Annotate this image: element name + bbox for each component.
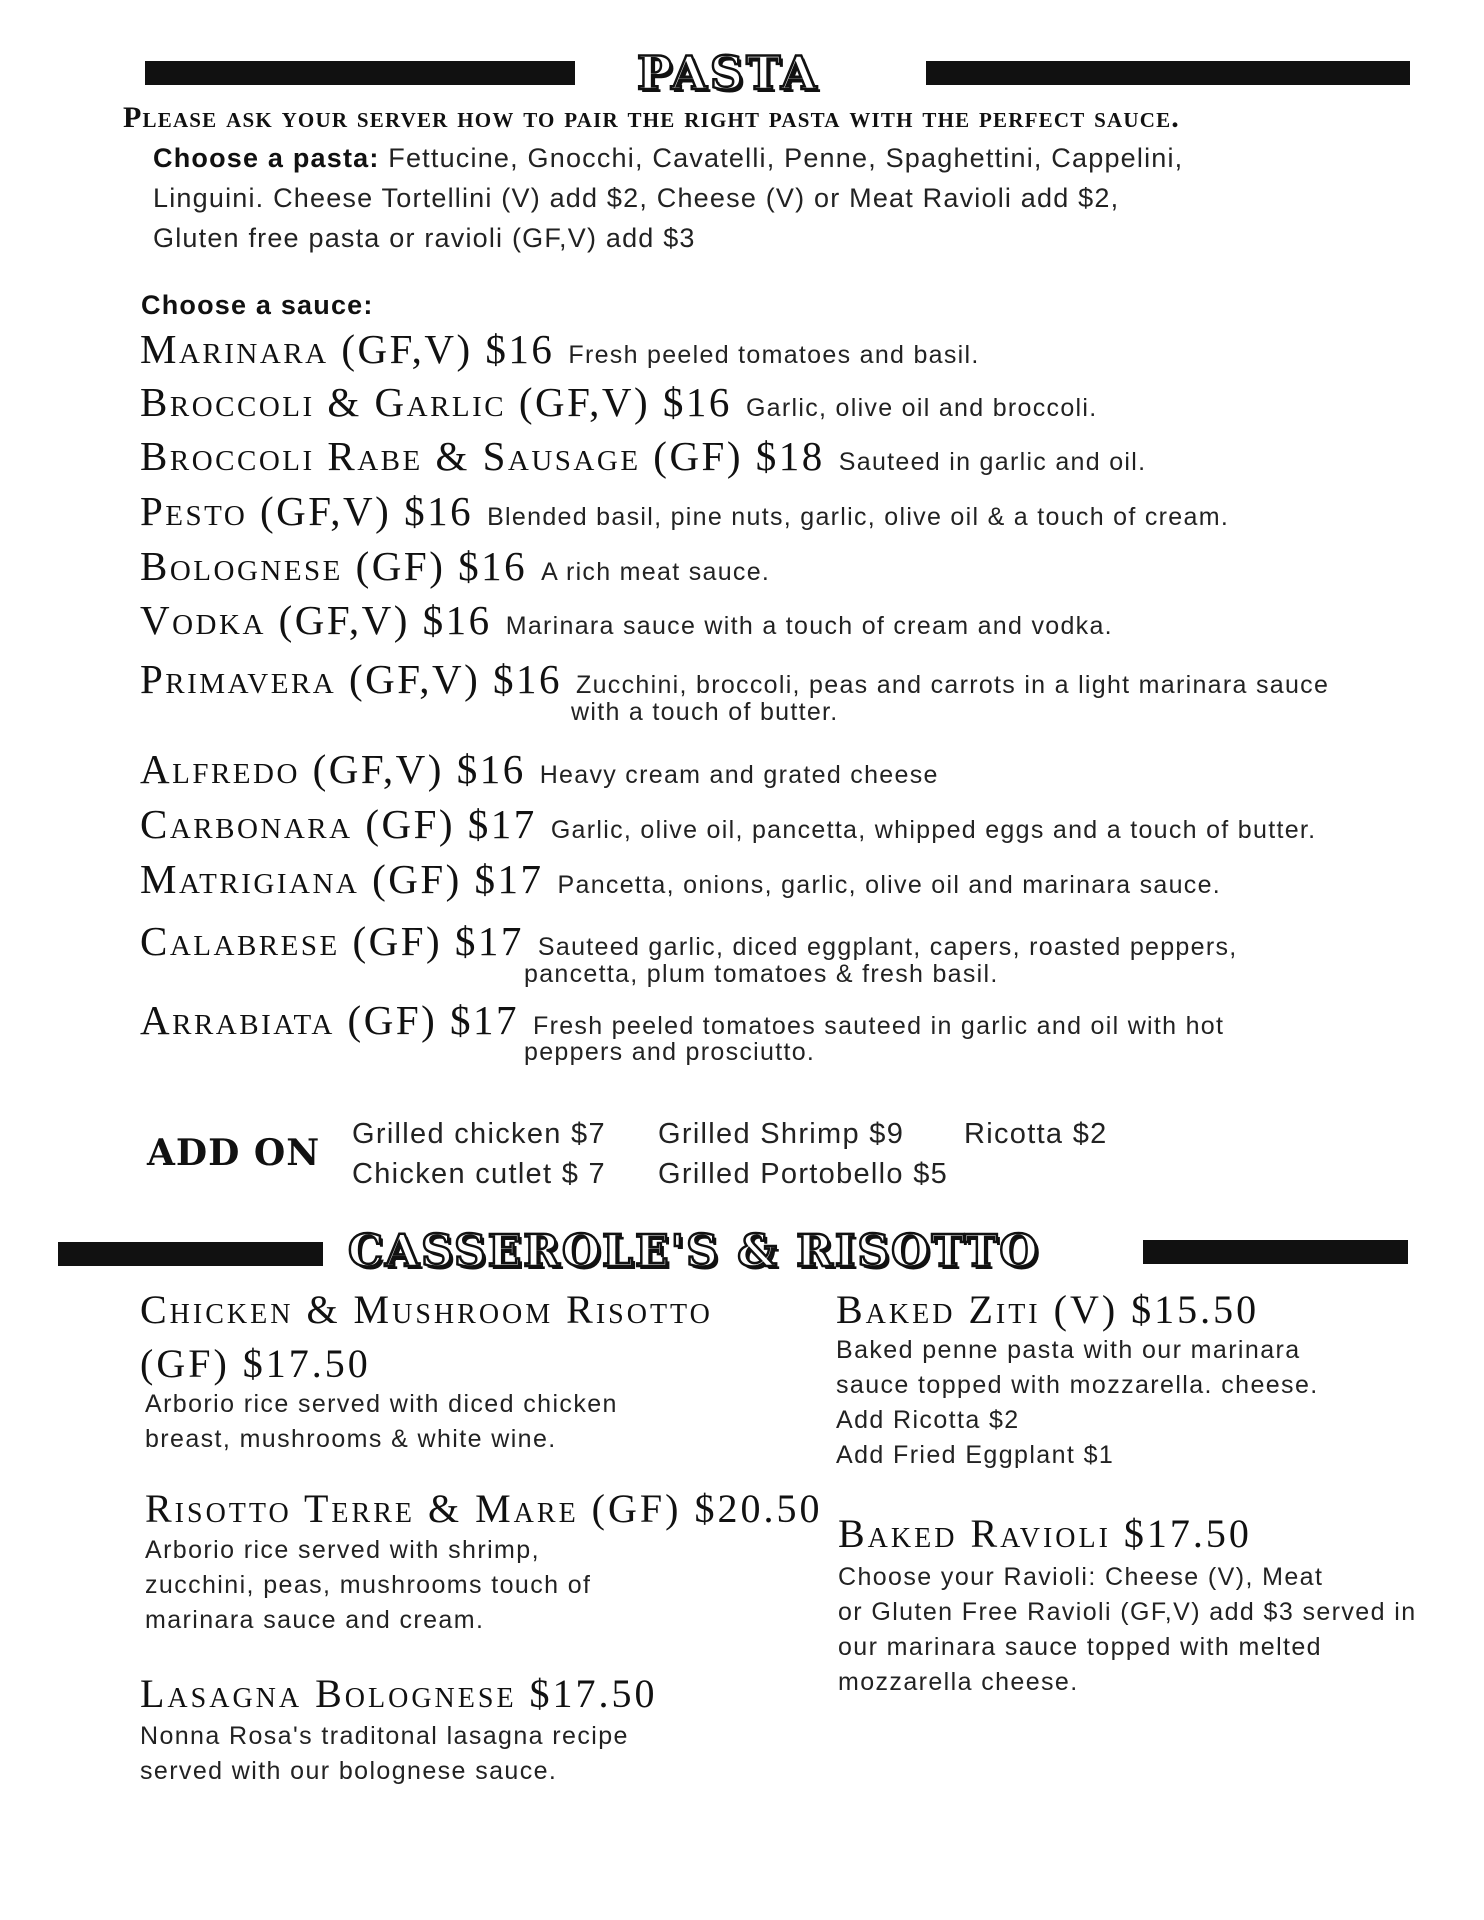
sauce-name: Broccoli & Garlic (GF,V) $16 [140, 379, 732, 425]
sauce-description: Heavy cream and grated cheese [539, 761, 939, 789]
dish-name: Lasagna Bolognese $17.50 [140, 1671, 658, 1716]
dish-description-line: Arborio rice served with shrimp, [145, 1536, 540, 1564]
dish-description-line: Add Fried Eggplant $1 [836, 1441, 1115, 1469]
add-on-label: ADD ON [147, 1132, 321, 1174]
sauce-name: Vodka (GF,V) $16 [140, 597, 492, 643]
choose-pasta-line-1 [153, 138, 1183, 178]
casseroles-header-bar-right [1143, 1240, 1408, 1264]
sauce-item [140, 917, 1238, 965]
sauce-description: Marinara sauce with a touch of cream and vodka. [505, 612, 1113, 640]
sauce-item [140, 596, 1113, 644]
sauce-item [140, 800, 1316, 848]
pasta-header-bar-left [145, 61, 575, 85]
add-on-item: Grilled chicken $7 [352, 1118, 606, 1150]
pasta-section-title: PASTA [637, 46, 820, 100]
dish-description-line: Add Ricotta $2 [836, 1406, 1020, 1434]
choose-pasta-line-3: Gluten free pasta or ravioli (GF,V) add $3 [153, 223, 696, 253]
dish-name: Baked Ravioli $17.50 [838, 1511, 1252, 1556]
dish-description [140, 1719, 629, 1789]
sauce-name: Calabrese (GF) $17 [140, 918, 524, 964]
sauce-description: Sauteed garlic, diced eggplant, capers, roasted peppers, [537, 933, 1238, 961]
sauce-description-continued: peppers and prosciutto. [524, 1038, 816, 1066]
sauce-name: Broccoli Rabe & Sausage (GF) $18 [140, 433, 825, 479]
sauce-name: Alfredo (GF,V) $16 [140, 746, 526, 792]
choose-sauce-label: Choose a sauce: [141, 290, 374, 320]
pasta-header-bar-right [926, 61, 1410, 85]
choose-pasta-label: Choose a pasta: [153, 143, 380, 173]
dish-name-continued: (GF) $17.50 [140, 1341, 371, 1386]
sauce-description: Fresh peeled tomatoes sauteed in garlic and oil with hot [533, 1012, 1225, 1040]
sauce-name: Pesto (GF,V) $16 [140, 488, 474, 534]
sauce-description: Sauteed in garlic and oil. [838, 448, 1147, 476]
dish-name: Risotto Terre & Mare (GF) $20.50 [145, 1486, 823, 1531]
sauce-description: Fresh peeled tomatoes and basil. [568, 341, 980, 369]
sauce-name: Matrigiana (GF) $17 [140, 856, 544, 902]
sauce-item [140, 855, 1221, 903]
dish-description-line: or Gluten Free Ravioli (GF,V) add $3 served in [838, 1598, 1417, 1626]
dish-description-line: Choose your Ravioli: Cheese (V), Meat [838, 1563, 1324, 1591]
sauce-item [140, 432, 1146, 480]
sauce-item [140, 655, 1329, 703]
add-on-item: Grilled Shrimp $9 [658, 1118, 905, 1150]
sauce-item [140, 378, 1097, 426]
sauce-description: Garlic, olive oil and broccoli. [745, 394, 1098, 422]
casseroles-section-title: CASSEROLE'S & RISOTTO [348, 1226, 1040, 1277]
sauce-description: Garlic, olive oil, pancetta, whipped eggs and a touch of butter. [550, 816, 1317, 844]
dish-description-line: Baked penne pasta with our marinara [836, 1336, 1301, 1364]
add-on-item: Grilled Portobello $5 [658, 1158, 949, 1190]
sauce-description-continued: pancetta, plum tomatoes & fresh basil. [524, 960, 999, 988]
dish-description-line: served with our bolognese sauce. [140, 1757, 558, 1785]
dish-description-line: zucchini, peas, mushrooms touch of [145, 1571, 592, 1599]
dish-description [145, 1533, 591, 1638]
sauce-name: Bolognese (GF) $16 [140, 543, 528, 589]
sauce-item [140, 745, 939, 793]
dish-description-line: Arborio rice served with diced chicken [145, 1390, 618, 1418]
choose-pasta-options: Fettucine, Gnocchi, Cavatelli, Penne, Spaghettini, Cappelini, [379, 143, 1184, 173]
dish-name: Chicken & Mushroom Risotto [140, 1287, 713, 1332]
sauce-item [140, 996, 1224, 1044]
sauce-description: Blended basil, pine nuts, garlic, olive oil & a touch of cream. [487, 503, 1230, 531]
sauce-name: Carbonara (GF) $17 [140, 801, 537, 847]
dish-description-line: breast, mushrooms & white wine. [145, 1425, 557, 1453]
add-on-item: Chicken cutlet $ 7 [352, 1158, 606, 1190]
sauce-description: Zucchini, broccoli, peas and carrots in a light marinara sauce [576, 671, 1330, 699]
dish-description [145, 1387, 618, 1457]
sauce-item [140, 487, 1229, 535]
sauce-item [140, 542, 770, 590]
sauce-description: Pancetta, onions, garlic, olive oil and marinara sauce. [557, 871, 1222, 899]
add-on-item: Ricotta $2 [964, 1118, 1108, 1150]
dish-description [838, 1560, 1417, 1700]
pairing-note: Please ask your server how to pair the right pasta with the perfect sauce. [123, 101, 1180, 134]
sauce-name: Primavera (GF,V) $16 [140, 656, 563, 702]
dish-description-line: mozzarella cheese. [838, 1668, 1079, 1696]
dish-description [836, 1333, 1319, 1473]
sauce-description: A rich meat sauce. [541, 558, 771, 586]
casseroles-header-bar-left [58, 1242, 323, 1266]
dish-description-line: Nonna Rosa's traditonal lasagna recipe [140, 1722, 629, 1750]
dish-description-line: our marinara sauce topped with melted [838, 1633, 1322, 1661]
sauce-name: Arrabiata (GF) $17 [140, 997, 520, 1043]
choose-pasta-line-2: Linguini. Cheese Tortellini (V) add $2, Cheese (V) or Meat Ravioli add $2, [153, 183, 1120, 213]
sauce-name: Marinara (GF,V) $16 [140, 326, 555, 372]
sauce-description-continued: with a touch of butter. [571, 698, 839, 726]
dish-description-line: marinara sauce and cream. [145, 1606, 485, 1634]
sauce-item [140, 325, 980, 373]
dish-description-line: sauce topped with mozzarella. cheese. [836, 1371, 1319, 1399]
choose-pasta-block [153, 138, 1183, 258]
dish-name: Baked Ziti (V) $15.50 [836, 1287, 1260, 1332]
